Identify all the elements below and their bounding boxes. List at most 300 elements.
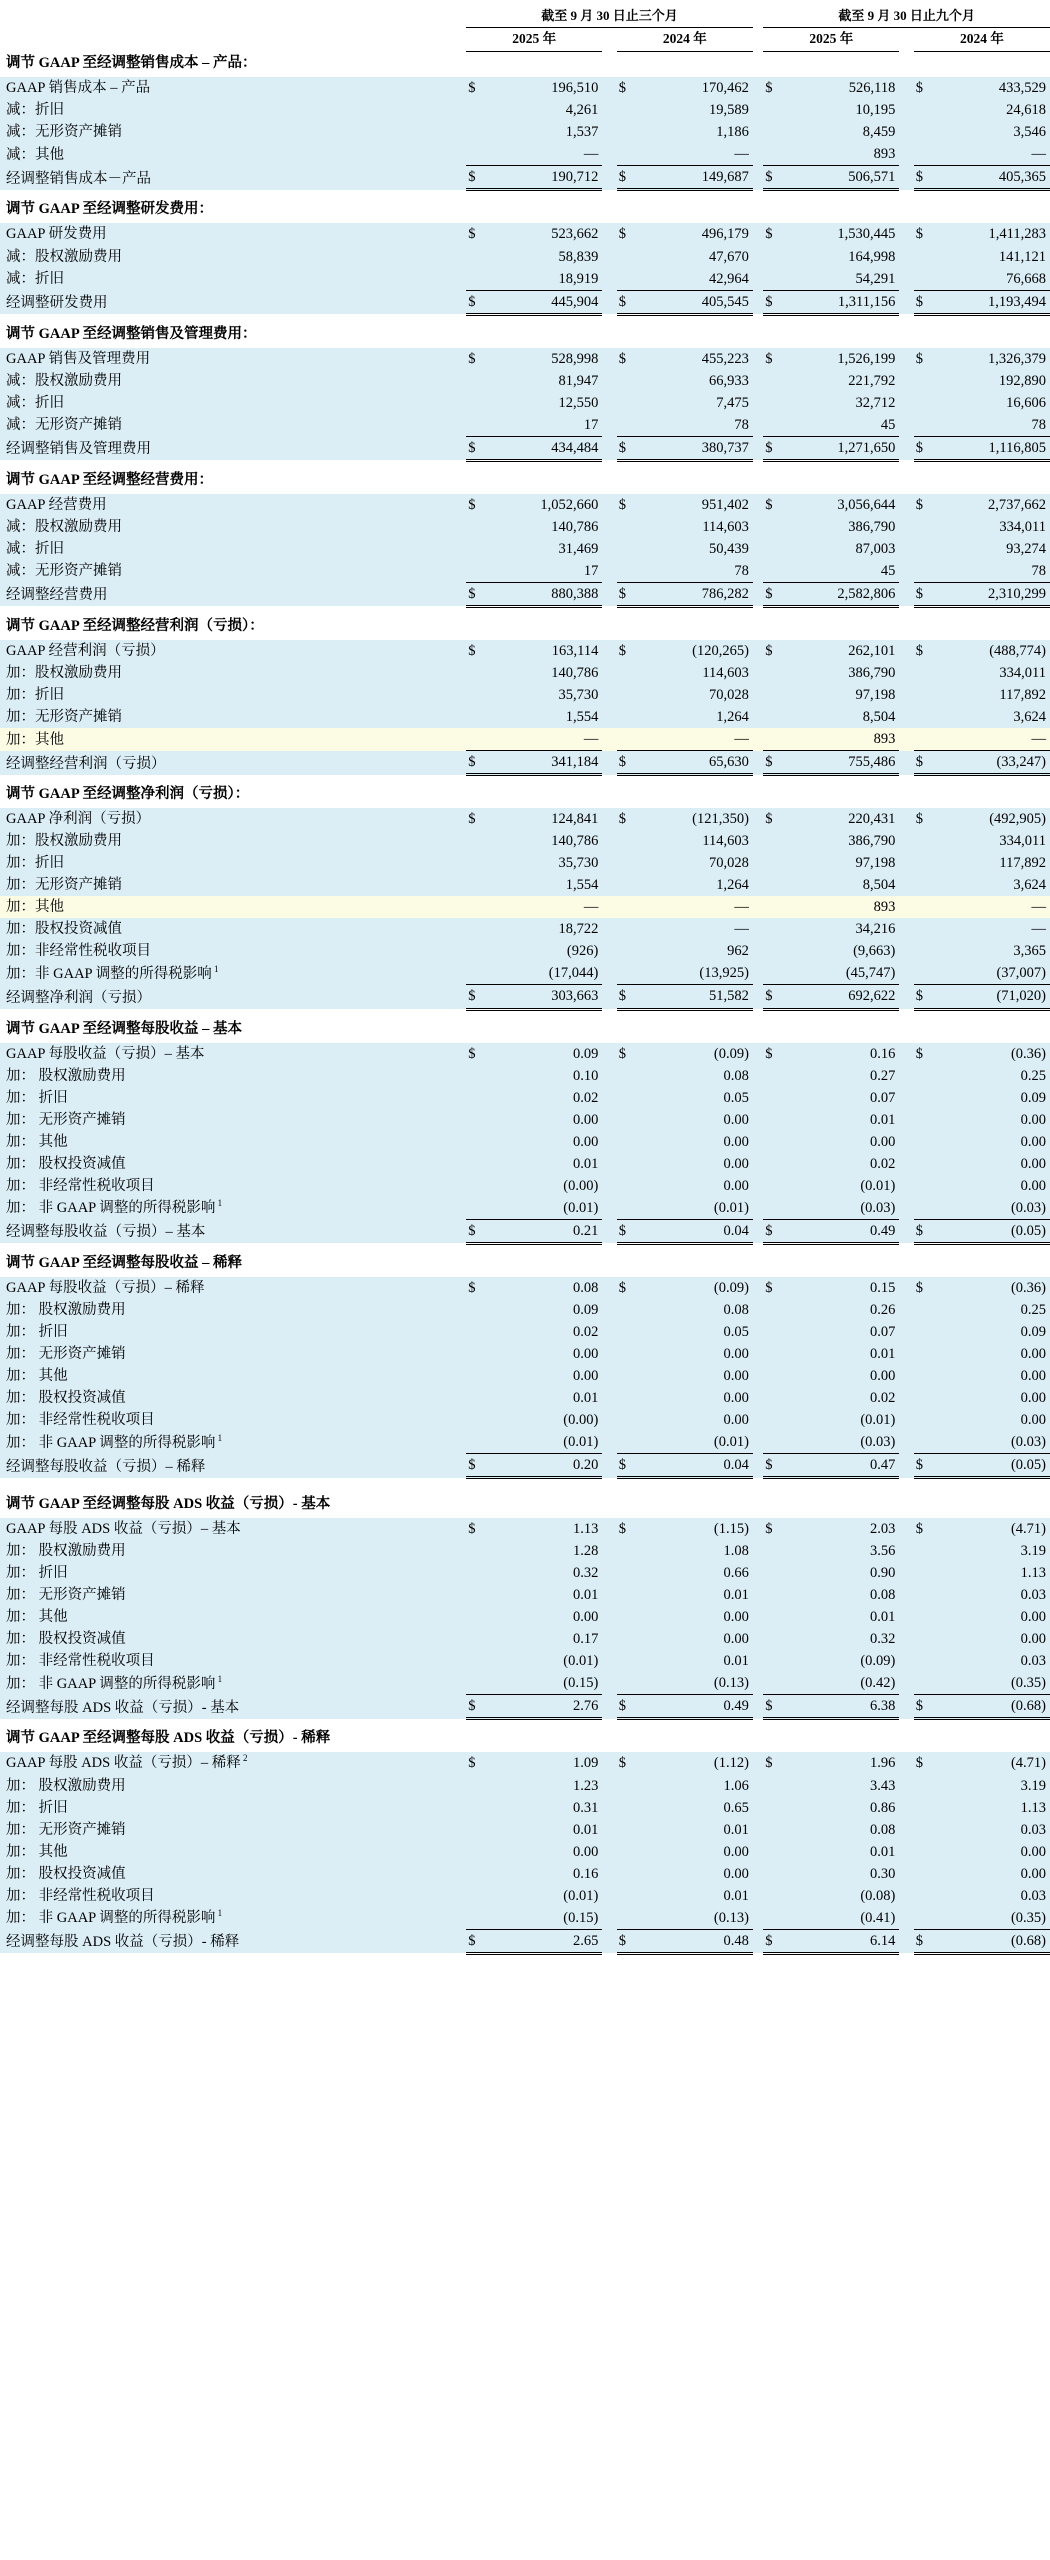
- row-value: 0.49: [639, 1695, 752, 1719]
- column-gap: [753, 1087, 763, 1109]
- column-gap: [753, 223, 763, 245]
- column-gap: [899, 1863, 913, 1885]
- row-value: (0.09): [639, 1043, 752, 1065]
- currency-symbol: $: [763, 166, 786, 190]
- row-value: 1.13: [489, 1518, 602, 1540]
- column-gap: [899, 370, 913, 392]
- row-value: 0.48: [639, 1929, 752, 1953]
- column-gap: [753, 1518, 763, 1540]
- column-gap: [602, 1584, 616, 1606]
- currency-symbol: [617, 918, 640, 940]
- row-value: 0.25: [936, 1065, 1050, 1087]
- currency-symbol: $: [617, 751, 640, 775]
- row-value: 1.23: [489, 1775, 602, 1797]
- currency-symbol: $: [763, 640, 786, 662]
- table-row: [0, 1343, 1050, 1365]
- column-gap: [899, 918, 913, 940]
- row-label: 加： 其他: [0, 1365, 466, 1387]
- row-label: 加： 非经常性税收项目: [0, 1175, 466, 1197]
- currency-symbol: $: [466, 1752, 489, 1774]
- row-value: 1,186: [639, 121, 752, 143]
- column-gap: [602, 516, 616, 538]
- column-gap: [602, 1885, 616, 1907]
- currency-symbol: [617, 1562, 640, 1584]
- column-gap: [899, 290, 913, 314]
- row-value: 0.32: [786, 1628, 899, 1650]
- row-value: 303,663: [489, 985, 602, 1009]
- row-value: 1,411,283: [936, 223, 1050, 245]
- row-value: 117,892: [936, 852, 1050, 874]
- row-label: 减：股权激励费用: [0, 246, 466, 268]
- table-row: [0, 1431, 1050, 1454]
- currency-symbol: $: [617, 1454, 640, 1478]
- row-label: 加： 其他: [0, 1606, 466, 1628]
- column-gap: [602, 1043, 616, 1065]
- row-value: 893: [786, 728, 899, 751]
- currency-symbol: [763, 414, 786, 437]
- column-gap: [899, 1431, 913, 1454]
- currency-symbol: [617, 1387, 640, 1409]
- row-label: 经调整每股收益（亏损）– 基本: [0, 1219, 466, 1243]
- column-gap: [899, 1454, 913, 1478]
- row-value: 262,101: [786, 640, 899, 662]
- currency-symbol: $: [466, 348, 489, 370]
- column-gap: [899, 1131, 913, 1153]
- row-spacer: [0, 1478, 1050, 1487]
- table-row: [0, 918, 1050, 940]
- currency-symbol: $: [763, 985, 786, 1009]
- row-label: GAAP 每股收益（亏损）– 基本: [0, 1043, 466, 1065]
- row-value: (488,774): [936, 640, 1050, 662]
- row-value: 45: [786, 414, 899, 437]
- currency-symbol: [466, 1841, 489, 1863]
- currency-symbol: [914, 1672, 937, 1695]
- column-gap: [602, 436, 616, 460]
- currency-symbol: [763, 706, 786, 728]
- currency-symbol: [763, 1087, 786, 1109]
- table-row: [0, 830, 1050, 852]
- row-value: 50,439: [639, 538, 752, 560]
- row-value: —: [639, 728, 752, 751]
- row-label: GAAP 每股收益（亏损）– 稀释: [0, 1277, 466, 1299]
- column-gap: [899, 1841, 913, 1863]
- row-spacer: [0, 606, 1050, 615]
- currency-symbol: $: [617, 1929, 640, 1953]
- row-label: 加：非 GAAP 调整的所得税影响 $^1$: [0, 962, 466, 985]
- column-gap: [602, 77, 616, 99]
- row-value: (37,007): [936, 962, 1050, 985]
- row-value: 0.30: [786, 1863, 899, 1885]
- currency-symbol: [617, 414, 640, 437]
- row-value: 0.00: [639, 1387, 752, 1409]
- currency-symbol: [914, 874, 937, 896]
- currency-symbol: [763, 728, 786, 751]
- row-value: (0.08): [786, 1885, 899, 1907]
- row-label: GAAP 每股 ADS 收益（亏损）– 基本: [0, 1518, 466, 1540]
- currency-symbol: [914, 852, 937, 874]
- row-value: (17,044): [489, 962, 602, 985]
- row-value: (0.03): [786, 1431, 899, 1454]
- currency-symbol: $: [914, 77, 937, 99]
- row-label: 加： 无形资产摊销: [0, 1819, 466, 1841]
- row-label: 经调整经营费用: [0, 582, 466, 606]
- column-gap: [753, 1109, 763, 1131]
- row-value: 31,469: [489, 538, 602, 560]
- column-gap: [602, 751, 616, 775]
- header-gap-2: [602, 27, 616, 52]
- column-gap: [899, 852, 913, 874]
- currency-symbol: [466, 1197, 489, 1220]
- currency-symbol: [763, 392, 786, 414]
- column-gap: [753, 1863, 763, 1885]
- row-value: (9,663): [786, 940, 899, 962]
- currency-symbol: [914, 1606, 937, 1628]
- column-gap: [753, 1431, 763, 1454]
- row-value: 17: [489, 414, 602, 437]
- row-value: 2.76: [489, 1695, 602, 1719]
- table-header: [0, 6, 1050, 52]
- row-value: (0.01): [639, 1197, 752, 1220]
- column-gap: [753, 414, 763, 437]
- row-value: 0.05: [639, 1321, 752, 1343]
- table-row: [0, 268, 1050, 291]
- currency-symbol: [763, 830, 786, 852]
- row-label: GAAP 净利润（亏损）: [0, 808, 466, 830]
- column-gap: [753, 1277, 763, 1299]
- row-label: 加：股权激励费用: [0, 830, 466, 852]
- currency-symbol: [914, 516, 937, 538]
- column-gap: [899, 494, 913, 516]
- row-value: 0.01: [639, 1584, 752, 1606]
- row-value: 2.65: [489, 1929, 602, 1953]
- currency-symbol: $: [763, 290, 786, 314]
- currency-symbol: [763, 1540, 786, 1562]
- row-value: 523,662: [489, 223, 602, 245]
- currency-symbol: $: [914, 436, 937, 460]
- currency-symbol: [617, 1540, 640, 1562]
- row-value: —: [936, 143, 1050, 166]
- row-value: 506,571: [786, 166, 899, 190]
- column-gap: [899, 1929, 913, 1953]
- currency-symbol: $: [914, 1752, 937, 1774]
- section-title-row: [0, 52, 1050, 74]
- currency-symbol: [617, 1321, 640, 1343]
- row-value: 0.00: [489, 1365, 602, 1387]
- table-row: [0, 1752, 1050, 1774]
- column-gap: [753, 1907, 763, 1930]
- currency-symbol: [914, 1409, 937, 1431]
- column-gap: [602, 985, 616, 1009]
- column-gap: [899, 1584, 913, 1606]
- column-gap: [899, 1321, 913, 1343]
- table-row: [0, 684, 1050, 706]
- currency-symbol: [617, 728, 640, 751]
- row-value: 3,624: [936, 874, 1050, 896]
- currency-symbol: [914, 1797, 937, 1819]
- currency-symbol: [914, 684, 937, 706]
- currency-symbol: [466, 684, 489, 706]
- table-row: [0, 1863, 1050, 1885]
- column-gap: [602, 662, 616, 684]
- currency-symbol: [466, 1584, 489, 1606]
- row-value: 0.66: [639, 1562, 752, 1584]
- currency-symbol: $: [763, 808, 786, 830]
- column-gap: [753, 143, 763, 166]
- row-value: 8,504: [786, 706, 899, 728]
- row-value: 0.01: [639, 1885, 752, 1907]
- row-value: 0.00: [489, 1109, 602, 1131]
- currency-symbol: [617, 1797, 640, 1819]
- column-gap: [899, 1087, 913, 1109]
- currency-symbol: [617, 1065, 640, 1087]
- currency-symbol: [466, 1628, 489, 1650]
- table-row: [0, 985, 1050, 1009]
- currency-symbol: [617, 1628, 640, 1650]
- column-gap: [899, 1819, 913, 1841]
- row-value: 951,402: [639, 494, 752, 516]
- row-value: (0.01): [489, 1197, 602, 1220]
- footnote-marker: 1: [215, 1674, 223, 1685]
- row-spacer: [0, 460, 1050, 469]
- currency-symbol: [914, 1065, 937, 1087]
- column-gap: [602, 560, 616, 583]
- column-gap: [899, 1153, 913, 1175]
- column-gap: [602, 1695, 616, 1719]
- section-title: 调节 GAAP 至经调整研发费用：: [6, 201, 214, 218]
- table-row: [0, 1628, 1050, 1650]
- row-value: 4,261: [489, 99, 602, 121]
- row-value: 3.56: [786, 1540, 899, 1562]
- currency-symbol: [914, 1863, 937, 1885]
- table-row: [0, 1387, 1050, 1409]
- currency-symbol: [914, 414, 937, 437]
- currency-symbol: $: [617, 985, 640, 1009]
- column-gap: [753, 640, 763, 662]
- row-spacer: [0, 1243, 1050, 1252]
- row-value: 0.01: [786, 1343, 899, 1365]
- column-gap: [899, 516, 913, 538]
- currency-symbol: $: [763, 77, 786, 99]
- row-value: 1.06: [639, 1775, 752, 1797]
- currency-symbol: [914, 706, 937, 728]
- currency-symbol: [914, 1343, 937, 1365]
- row-value: 220,431: [786, 808, 899, 830]
- currency-symbol: $: [617, 223, 640, 245]
- table-row: [0, 1606, 1050, 1628]
- table-row: [0, 962, 1050, 985]
- currency-symbol: [617, 1584, 640, 1606]
- currency-symbol: [763, 1841, 786, 1863]
- table-row: [0, 874, 1050, 896]
- currency-symbol: [914, 1540, 937, 1562]
- row-value: 0.07: [786, 1321, 899, 1343]
- row-value: (33,247): [936, 751, 1050, 775]
- currency-symbol: $: [914, 1219, 937, 1243]
- column-gap: [602, 962, 616, 985]
- column-gap: [753, 1606, 763, 1628]
- section-title-row: [0, 469, 1050, 491]
- column-gap: [602, 1065, 616, 1087]
- column-gap: [602, 1087, 616, 1109]
- currency-symbol: [914, 940, 937, 962]
- row-value: 1,530,445: [786, 223, 899, 245]
- column-gap: [899, 538, 913, 560]
- row-value: (0.05): [936, 1454, 1050, 1478]
- column-gap: [602, 370, 616, 392]
- row-value: 1,193,494: [936, 290, 1050, 314]
- row-value: —: [639, 143, 752, 166]
- currency-symbol: [617, 1409, 640, 1431]
- header-blank-2: [0, 27, 466, 52]
- table-row: [0, 436, 1050, 460]
- row-value: 19,589: [639, 99, 752, 121]
- currency-symbol: $: [763, 1752, 786, 1774]
- footnote-marker: 1: [215, 1908, 223, 1919]
- table-row: [0, 223, 1050, 245]
- row-value: 190,712: [489, 166, 602, 190]
- currency-symbol: $: [466, 1518, 489, 1540]
- row-value: 0.00: [639, 1606, 752, 1628]
- column-gap: [753, 1752, 763, 1774]
- row-value: (926): [489, 940, 602, 962]
- row-value: 140,786: [489, 662, 602, 684]
- column-gap: [753, 684, 763, 706]
- currency-symbol: [763, 1431, 786, 1454]
- row-value: 1,264: [639, 874, 752, 896]
- currency-symbol: $: [914, 290, 937, 314]
- column-gap: [602, 1606, 616, 1628]
- row-value: 1,526,199: [786, 348, 899, 370]
- row-value: (4.71): [936, 1518, 1050, 1540]
- column-gap: [753, 1219, 763, 1243]
- table-row: [0, 166, 1050, 190]
- currency-symbol: [466, 830, 489, 852]
- row-value: 0.00: [936, 1387, 1050, 1409]
- currency-symbol: [763, 1299, 786, 1321]
- header-gap-4: [899, 27, 913, 52]
- row-value: 6.38: [786, 1695, 899, 1719]
- row-value: (0.15): [489, 1907, 602, 1930]
- column-gap: [899, 121, 913, 143]
- currency-symbol: [617, 1343, 640, 1365]
- currency-symbol: [763, 1819, 786, 1841]
- row-value: (121,350): [639, 808, 752, 830]
- row-value: —: [489, 728, 602, 751]
- row-label: 加：其他: [0, 728, 466, 751]
- row-label: 加： 其他: [0, 1841, 466, 1863]
- column-gap: [753, 1562, 763, 1584]
- column-gap: [899, 706, 913, 728]
- row-value: 0.27: [786, 1065, 899, 1087]
- row-value: (0.41): [786, 1907, 899, 1930]
- row-value: 0.00: [639, 1131, 752, 1153]
- currency-symbol: [763, 896, 786, 918]
- currency-symbol: [763, 684, 786, 706]
- column-gap: [602, 1650, 616, 1672]
- currency-symbol: [617, 1175, 640, 1197]
- row-value: 0.02: [489, 1321, 602, 1343]
- row-value: 893: [786, 896, 899, 918]
- table-row: [0, 414, 1050, 437]
- currency-symbol: $: [466, 77, 489, 99]
- row-value: 70,028: [639, 852, 752, 874]
- column-gap: [753, 582, 763, 606]
- row-label: 经调整净利润（亏损）: [0, 985, 466, 1009]
- row-value: 445,904: [489, 290, 602, 314]
- table-row: [0, 1929, 1050, 1953]
- row-value: 70,028: [639, 684, 752, 706]
- row-value: 0.04: [639, 1219, 752, 1243]
- table-row: [0, 1584, 1050, 1606]
- column-gap: [753, 706, 763, 728]
- currency-symbol: [466, 940, 489, 962]
- currency-symbol: $: [466, 436, 489, 460]
- currency-symbol: $: [914, 348, 937, 370]
- column-gap: [899, 268, 913, 291]
- section-title-row: [0, 1018, 1050, 1040]
- row-value: 433,529: [936, 77, 1050, 99]
- column-gap: [602, 728, 616, 751]
- row-spacer: [0, 1486, 1050, 1493]
- column-gap: [899, 582, 913, 606]
- row-value: (0.01): [786, 1175, 899, 1197]
- currency-symbol: [617, 896, 640, 918]
- table-row: [0, 808, 1050, 830]
- row-value: 0.20: [489, 1454, 602, 1478]
- row-value: 51,582: [639, 985, 752, 1009]
- row-value: 1,537: [489, 121, 602, 143]
- currency-symbol: [763, 143, 786, 166]
- row-value: 0.00: [936, 1863, 1050, 1885]
- currency-symbol: [763, 1409, 786, 1431]
- table-row: [0, 99, 1050, 121]
- row-value: 3,365: [936, 940, 1050, 962]
- column-gap: [602, 1131, 616, 1153]
- column-gap: [753, 1131, 763, 1153]
- column-gap: [602, 223, 616, 245]
- section-title-row: [0, 1727, 1050, 1749]
- row-label: 加：折旧: [0, 684, 466, 706]
- header-blank: [0, 6, 466, 27]
- currency-symbol: [914, 1584, 937, 1606]
- currency-symbol: [466, 99, 489, 121]
- currency-symbol: $: [466, 1929, 489, 1953]
- currency-symbol: [914, 662, 937, 684]
- row-value: 140,786: [489, 830, 602, 852]
- table-row: [0, 1065, 1050, 1087]
- currency-symbol: [914, 830, 937, 852]
- currency-symbol: [763, 1109, 786, 1131]
- currency-symbol: [617, 1365, 640, 1387]
- row-value: 0.01: [786, 1841, 899, 1863]
- currency-symbol: $: [466, 494, 489, 516]
- row-value: 0.04: [639, 1454, 752, 1478]
- footnote-marker: 1: [215, 1432, 223, 1443]
- currency-symbol: $: [466, 640, 489, 662]
- table-row: [0, 940, 1050, 962]
- row-value: 893: [786, 143, 899, 166]
- currency-symbol: $: [617, 640, 640, 662]
- currency-symbol: [617, 99, 640, 121]
- column-gap: [899, 1672, 913, 1695]
- row-value: —: [489, 143, 602, 166]
- column-gap: [753, 808, 763, 830]
- row-label: 减：折旧: [0, 538, 466, 560]
- column-gap: [753, 1650, 763, 1672]
- column-gap: [899, 1518, 913, 1540]
- table-row: [0, 1043, 1050, 1065]
- column-gap: [899, 166, 913, 190]
